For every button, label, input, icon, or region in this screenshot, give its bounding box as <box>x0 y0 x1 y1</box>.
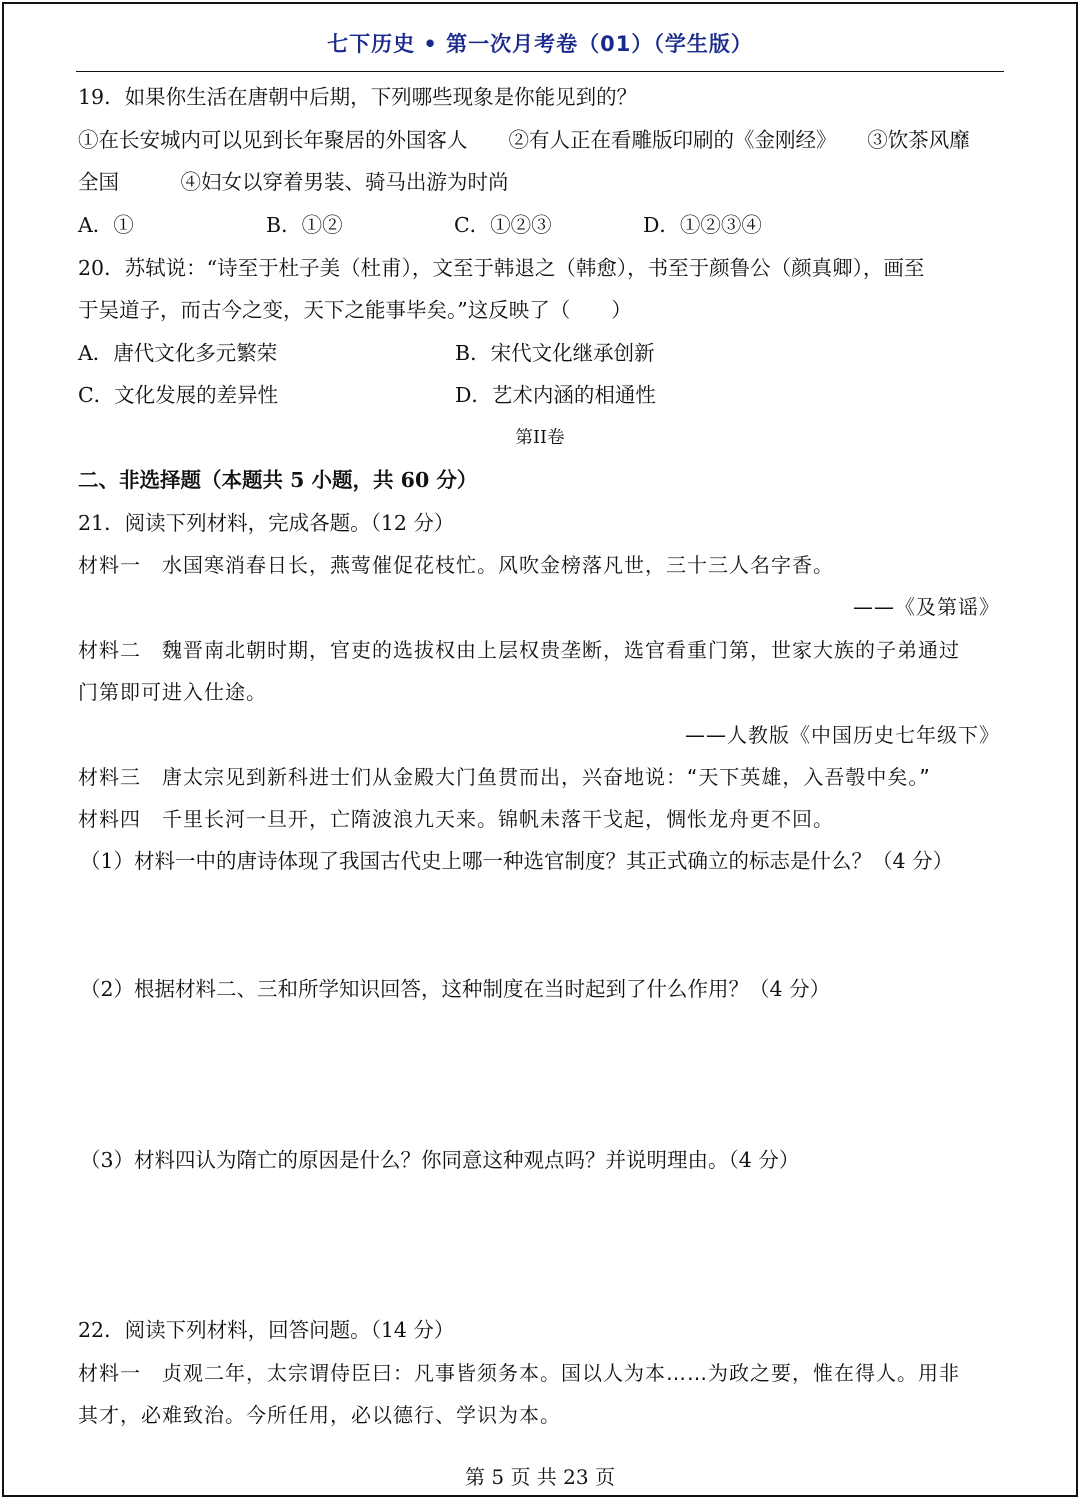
q21-material2-line2: 门第即可进入仕途。 <box>78 680 267 704</box>
q20-option-c: C．文化发展的差异性 <box>78 383 279 407</box>
q21-subquestion-2: （2）根据材料二、三和所学知识回答，这种制度在当时起到了什么作用？（4 分） <box>80 977 831 1001</box>
q22-stem: 22．阅读下列材料，回答问题。（14 分） <box>78 1318 455 1342</box>
q21-material2-source: ——人教版《中国历史七年级下》 <box>685 723 1000 747</box>
q21-material2-line1: 材料二 魏晋南北朝时期，官吏的选拔权由上层权贵垄断，选官看重门第，世家大族的子弟通过 <box>78 638 960 662</box>
header-divider <box>76 71 1004 72</box>
q20-stem-line1: 20．苏轼说：“诗至于杜子美（杜甫），文至于韩退之（韩愈），书至于颜鲁公（颜真卿），画至 <box>78 256 925 280</box>
q21-subquestion-1: （1）材料一中的唐诗体现了我国古代史上哪一种选官制度？其正式确立的标志是什么？（4 分） <box>80 849 954 873</box>
q21-material1: 材料一 水国寒消春日长，燕莺催促花枝忙。风吹金榜落凡世，三十三人名字香。 <box>78 553 834 577</box>
page-number: 第 5 页 共 23 页 <box>465 1465 615 1489</box>
page-header-title: 七下历史 • 第一次月考卷（01）（学生版） <box>327 32 753 56</box>
q20-stem-line2: 于吴道子，而古今之变，天下之能事毕矣。”这反映了（ ） <box>78 298 632 322</box>
q22-material1-line1: 材料一 贞观二年，太宗谓侍臣曰：凡事皆须务本。国以人为本……为政之要，惟在得人。用非 <box>78 1361 960 1385</box>
q19-stem: 19．如果你生活在唐朝中后期，下列哪些现象是你能见到的？ <box>78 85 638 109</box>
q21-subquestion-3: （3）材料四认为隋亡的原因是什么？你同意这种观点吗？并说明理由。（4 分） <box>80 1148 800 1172</box>
q20-option-a: A．唐代文化多元繁荣 <box>78 341 278 365</box>
q21-material1-source: ——《及第谣》 <box>853 595 1000 619</box>
q20-options-row2 <box>78 381 978 409</box>
q19-option-d: D．①②③④ <box>643 213 762 237</box>
q21-stem: 21．阅读下列材料，完成各题。（12 分） <box>78 511 455 535</box>
q19-options <box>78 211 978 239</box>
q19-items-line2: 全国 ④妇女以穿着男装、骑马出游为时尚 <box>78 170 509 194</box>
q20-option-b: B．宋代文化继承创新 <box>455 341 655 365</box>
q19-option-c: C．①②③ <box>454 213 552 237</box>
q22-material1-line2: 其才，必难致治。今所任用，必以德行、学识为本。 <box>78 1403 561 1427</box>
q21-material4: 材料四 千里长河一旦开，亡隋波浪九天来。锦帆未落干戈起，惆怅龙舟更不回。 <box>78 807 834 831</box>
q20-options-row1 <box>78 339 978 367</box>
q21-material3: 材料三 唐太宗见到新科进士们从金殿大门鱼贯而出，兴奋地说：“天下英雄，入吾彀中矣。” <box>78 765 931 789</box>
q19-items-line1: ①在长安城内可以见到长年聚居的外国客人 ②有人正在看雕版印刷的《金刚经》 ③饮茶风靡 <box>78 128 970 152</box>
q19-option-b: B．①② <box>266 213 343 237</box>
q20-option-d: D．艺术内涵的相通性 <box>455 383 656 407</box>
q19-option-a: A．① <box>78 213 134 237</box>
volume-title: 第II卷 <box>515 428 565 448</box>
section-heading: 二、非选择题（本题共 5 小题，共 60 分） <box>78 468 478 492</box>
